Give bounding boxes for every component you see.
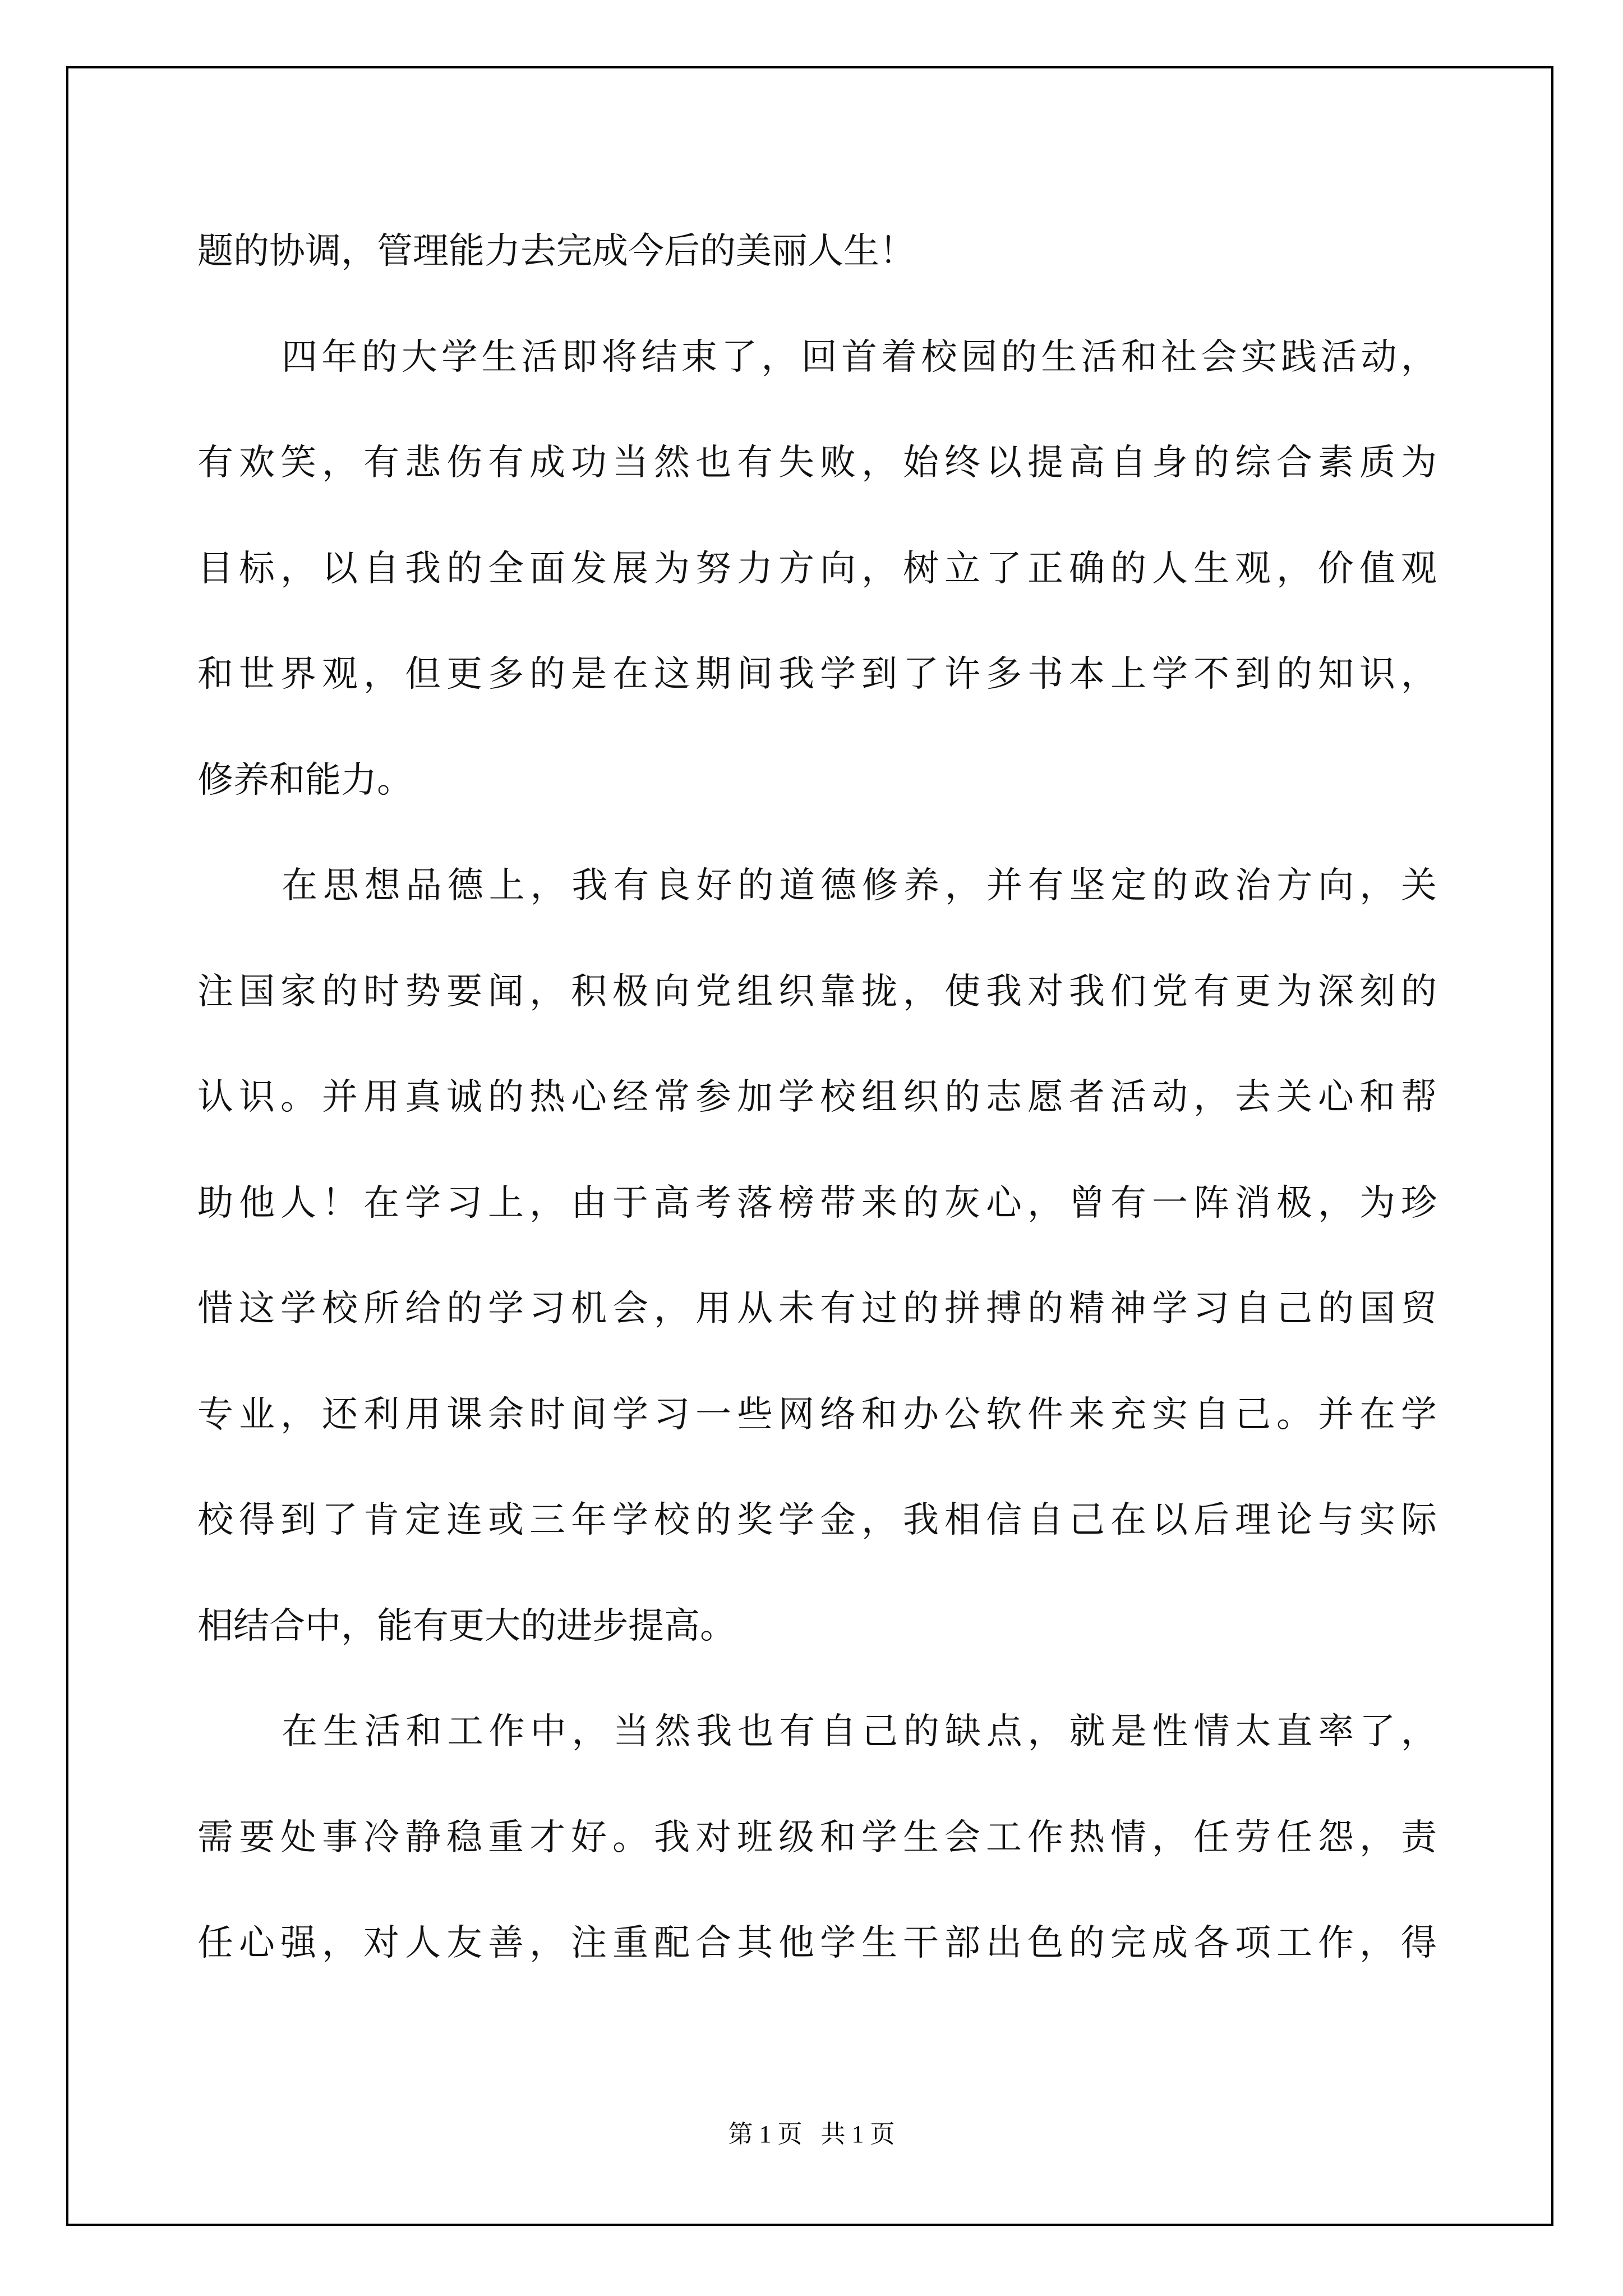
- text-line: 有欢笑，有悲伤有成功当然也有失败，始终以提高自身的综合素质为: [197, 442, 1437, 484]
- text-line: 四年的大学生活即将结束了，回首着校园的生活和社会实践活动，: [282, 336, 1437, 378]
- text-line: 注国家的时势要闻，积极向党组织靠拢，使我对我们党有更为深刻的: [197, 970, 1437, 1013]
- text-line: 需要处事冷静稳重才好。我对班级和学生会工作热情，任劳任怨，责: [197, 1816, 1437, 1858]
- text-line: 在生活和工作中，当然我也有自己的缺点，就是性情太直率了，: [282, 1711, 1437, 1752]
- text-line: 相结合中，能有更大的进步提高。: [197, 1605, 736, 1647]
- text-line: 目标，以自我的全面发展为努力方向，树立了正确的人生观，价值观: [197, 547, 1437, 590]
- text-line: 在思想品德上，我有良好的道德修养，并有坚定的政治方向，关: [282, 865, 1437, 907]
- page-footer: 第 1 页 共 1 页: [728, 2120, 895, 2148]
- text-line: 认识。并用真诚的热心经常参加学校组织的志愿者活动，去关心和帮: [197, 1076, 1437, 1118]
- text-line: 任心强，对人友善，注重配合其他学生干部出色的完成各项工作，得: [197, 1922, 1437, 1964]
- text-line: 专业，还利用课余时间学习一些网络和办公软件来充实自己。并在学: [197, 1393, 1437, 1435]
- document-body: [197, 206, 1437, 2004]
- text-line: 助他人！在学习上，由于高考落榜带来的灰心，曾有一阵消极，为珍: [197, 1182, 1437, 1224]
- text-line: 惜这学校所给的学习机会，用从未有过的拼搏的精神学习自己的国贸: [197, 1288, 1437, 1329]
- text-line: 校得到了肯定连或三年学校的奖学金，我相信自己在以后理论与实际: [197, 1499, 1437, 1541]
- text-line: 修养和能力。: [197, 759, 413, 801]
- text-line: 题的协调，管理能力去完成今后的美丽人生！: [197, 231, 915, 272]
- text-line: 和世界观，但更多的是在这期间我学到了许多书本上学不到的知识，: [197, 654, 1437, 695]
